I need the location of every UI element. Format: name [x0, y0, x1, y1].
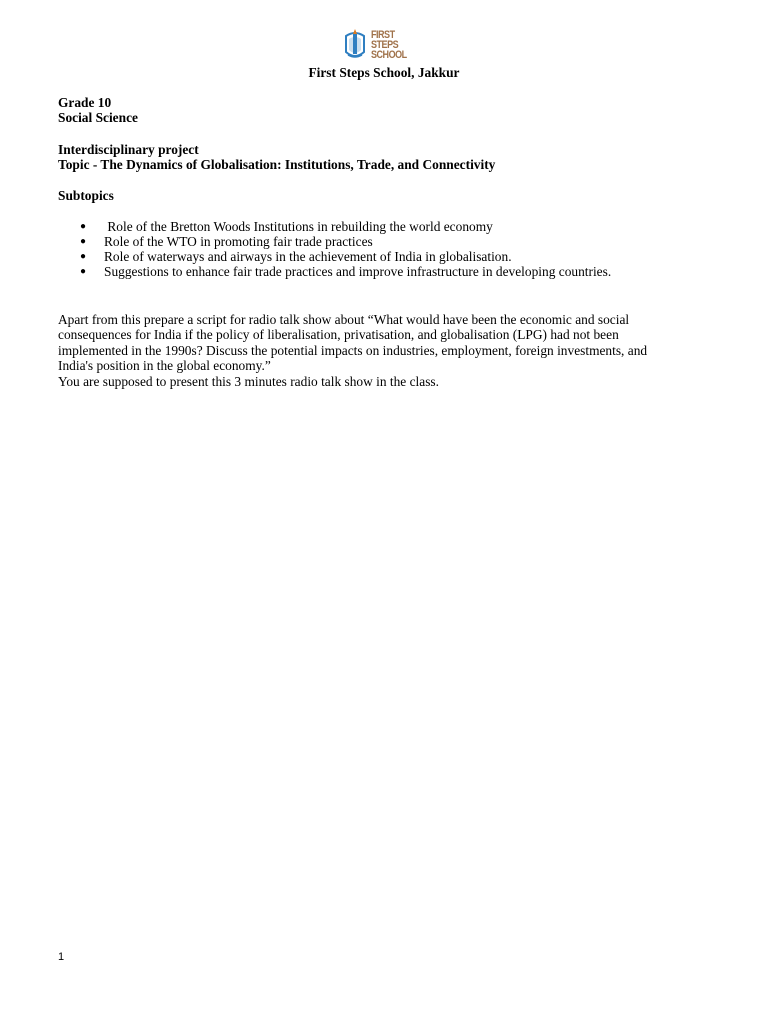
logo-wordmark [371, 30, 421, 60]
subtopics-heading: Subtopics [58, 188, 114, 203]
school-name: First Steps School, Jakkur [308, 65, 460, 80]
subtopic-text: Role of the Bretton Woods Institutions in rebuilding the world economy [104, 219, 493, 234]
paragraph-line: consequences for India if the policy of liberalisation, privatisation, and globalisation (LPG) had not been [58, 327, 619, 343]
bullet-icon: ● [80, 221, 87, 232]
project-block [58, 142, 718, 173]
school-crest-icon [342, 28, 368, 62]
bullet-icon: ● [80, 236, 87, 248]
paragraph-line: implemented in the 1990s? Discuss the potential impacts on industries, employment, foreign investments, and [58, 342, 648, 358]
grade-subject-block [58, 95, 718, 126]
project-topic: Topic - The Dynamics of Globalisation: Institutions, Trade, and Connectivity [58, 157, 496, 173]
project-type: Interdisciplinary project [58, 142, 199, 157]
logo-line-2: SCHOOL [371, 49, 407, 61]
bullet-icon: ● [80, 266, 87, 278]
grade-label: Grade 10 [58, 95, 112, 110]
page-number: 1 [58, 951, 65, 963]
logo-line-1: FIRST STEPS [371, 29, 399, 51]
subtopic-text: Suggestions to enhance fair trade practices and improve infrastructure in developing countries. [104, 264, 612, 280]
subtopic-text: Role of the WTO in promoting fair trade practices [104, 234, 373, 250]
subject-label: Social Science [58, 110, 138, 126]
paragraph-line: Apart from this prepare a script for radio talk show about “What would have been the economic and social [58, 312, 630, 327]
paragraph-line: You are supposed to present this 3 minutes radio talk show in the class. [58, 373, 439, 389]
paragraph-line: India's position in the global economy.” [58, 358, 271, 374]
bullet-icon: ● [80, 251, 87, 263]
subtopic-text: Role of waterways and airways in the achievement of India in globalisation. [104, 249, 512, 265]
school-logo [342, 28, 432, 62]
assignment-paragraph [58, 312, 698, 389]
